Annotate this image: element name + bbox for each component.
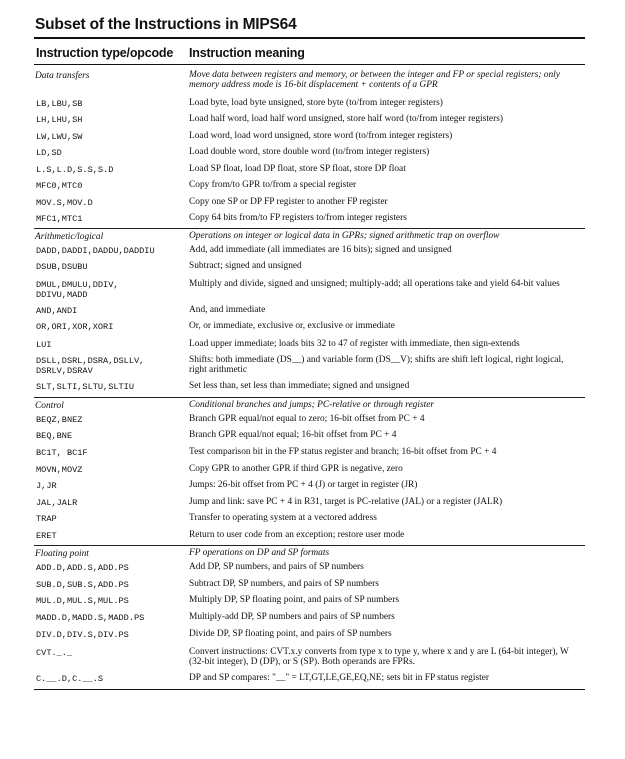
meaning-cell: Branch GPR equal/not equal to zero; 16-bit offset from PC + 4	[189, 414, 425, 424]
meaning-cell: And, and immediate	[189, 305, 266, 315]
opcode-cell: MUL.D,MUL.S,MUL.PS	[36, 596, 129, 606]
meaning-cell: Shifts: both immediate (DS__) and variable form (DS__V); shifts are shift left logical, right logical, right arithmetic	[189, 355, 564, 375]
opcode-cell: MADD.D,MADD.S,MADD.PS	[36, 613, 145, 623]
meaning-cell: Load upper immediate; loads bits 32 to 47 of register with immediate, then sign-extends	[189, 339, 520, 349]
meaning-cell: Load byte, load byte unsigned, store byte (to/from integer registers)	[189, 98, 443, 108]
opcode-cell: J,JR	[36, 481, 57, 491]
meaning-cell: Branch GPR equal/not equal; 16-bit offset from PC + 4	[189, 430, 397, 440]
opcode-cell: BEQ,BNE	[36, 431, 73, 441]
opcode-cell: AND,ANDI	[36, 306, 78, 316]
opcode-cell: DMUL,DMULU,DDIV, DDIVU,MADD	[36, 280, 119, 300]
section-divider	[34, 545, 585, 546]
section-category: Arithmetic/logical	[35, 232, 104, 242]
meaning-cell: Subtract DP, SP numbers, and pairs of SP numbers	[189, 579, 379, 589]
meaning-cell: Copy from/to GPR to/from a special register	[189, 180, 357, 190]
bottom-rule	[34, 689, 585, 690]
meaning-cell: Add, add immediate (all immediates are 16 bits); signed and unsigned	[189, 245, 452, 255]
meaning-cell: Multiply-add DP, SP numbers and pairs of SP numbers	[189, 612, 395, 622]
meaning-cell: Set less than, set less than immediate; signed and unsigned	[189, 381, 410, 391]
meaning-cell: Load half word, load half word unsigned, store half word (to/from integer registers)	[189, 114, 503, 124]
section-category: Floating point	[35, 549, 89, 559]
opcode-cell: TRAP	[36, 514, 57, 524]
header-rule	[34, 64, 585, 65]
meaning-cell: Or, or immediate, exclusive or, exclusive or immediate	[189, 321, 395, 331]
opcode-cell: BC1T, BC1F	[36, 448, 88, 458]
opcode-cell: OR,ORI,XOR,XORI	[36, 322, 114, 332]
section-category: Control	[35, 401, 64, 411]
meaning-cell: Load double word, store double word (to/from integer registers)	[189, 147, 430, 157]
opcode-cell: SUB.D,SUB.S,ADD.PS	[36, 580, 129, 590]
opcode-cell: LD,SD	[36, 148, 62, 158]
opcode-cell: SLT,SLTI,SLTU,SLTIU	[36, 382, 134, 392]
meaning-cell: Transfer to operating system at a vectored address	[189, 513, 377, 523]
meaning-cell: Jump and link: save PC + 4 in R31, target is PC-relative (JAL) or a register (JALR)	[189, 497, 503, 507]
opcode-cell: LUI	[36, 340, 52, 350]
opcode-cell: DSUB,DSUBU	[36, 262, 88, 272]
opcode-cell: ADD.D,ADD.S,ADD.PS	[36, 563, 129, 573]
opcode-cell: LH,LHU,SH	[36, 115, 83, 125]
meaning-cell: Load word, load word unsigned, store word (to/from integer registers)	[189, 131, 453, 141]
section-description: Move data between registers and memory, or between the integer and FP or special registers; only memory address mode is 16-bit displacement + contents of a GPR	[189, 70, 560, 90]
opcode-cell: BEQZ,BNEZ	[36, 415, 83, 425]
meaning-cell: Return to user code from an exception; restore user mode	[189, 530, 405, 540]
section-divider	[34, 228, 585, 229]
meaning-cell: Load SP float, load DP float, store SP float, store DP float	[189, 164, 406, 174]
opcode-cell: JAL,JALR	[36, 498, 78, 508]
meaning-cell: DP and SP compares: "__" = LT,GT,LE,GE,EQ,NE; sets bit in FP status register	[189, 673, 489, 683]
meaning-cell: Jumps: 26-bit offset from PC + 4 (J) or target in register (JR)	[189, 480, 418, 490]
section-description: Conditional branches and jumps; PC-relative or through register	[189, 400, 435, 410]
opcode-cell: L.S,L.D,S.S,S.D	[36, 165, 114, 175]
meaning-cell: Copy GPR to another GPR if third GPR is negative, zero	[189, 464, 403, 474]
column-header-meaning: Instruction meaning	[189, 46, 305, 60]
opcode-cell: DSLL,DSRL,DSRA,DSLLV, DSRLV,DSRAV	[36, 356, 145, 376]
opcode-cell: CVT._._	[36, 648, 73, 658]
meaning-cell: Copy 64 bits from/to FP registers to/from integer registers	[189, 213, 407, 223]
opcode-cell: MFC1,MTC1	[36, 214, 83, 224]
meaning-cell: Test comparison bit in the FP status register and branch; 16-bit offset from PC + 4	[189, 447, 497, 457]
opcode-cell: MFC0,MTC0	[36, 181, 83, 191]
page-title: Subset of the Instructions in MIPS64	[35, 16, 297, 33]
meaning-cell: Multiply and divide, signed and unsigned; multiply-add; all operations take and yield 64-bit values	[189, 279, 560, 289]
opcode-cell: DIV.D,DIV.S,DIV.PS	[36, 630, 129, 640]
section-description: FP operations on DP and SP formats	[189, 548, 330, 558]
opcode-cell: C.__.D,C.__.S	[36, 674, 104, 684]
section-divider	[34, 397, 585, 398]
opcode-cell: MOV.S,MOV.D	[36, 198, 93, 208]
column-header-opcode: Instruction type/opcode	[36, 46, 174, 60]
opcode-cell: MOVN,MOVZ	[36, 465, 83, 475]
section-description: Operations on integer or logical data in GPRs; signed arithmetic trap on overflow	[189, 231, 500, 241]
opcode-cell: ERET	[36, 531, 57, 541]
meaning-cell: Add DP, SP numbers, and pairs of SP numbers	[189, 562, 364, 572]
title-rule	[34, 37, 585, 39]
meaning-cell: Convert instructions: CVT.x.y converts from type x to type y, where x and y are L (64-bit integer), W (32-bit integer), D (DP), or S (SP). Both operands are FPRs.	[189, 647, 569, 667]
meaning-cell: Divide DP, SP floating point, and pairs of SP numbers	[189, 629, 392, 639]
meaning-cell: Subtract; signed and unsigned	[189, 261, 302, 271]
meaning-cell: Copy one SP or DP FP register to another FP register	[189, 197, 388, 207]
meaning-cell: Multiply DP, SP floating point, and pairs of SP numbers	[189, 595, 399, 605]
opcode-cell: LB,LBU,SB	[36, 99, 83, 109]
opcode-cell: LW,LWU,SW	[36, 132, 83, 142]
opcode-cell: DADD,DADDI,DADDU,DADDIU	[36, 246, 155, 256]
section-category: Data transfers	[35, 71, 90, 81]
